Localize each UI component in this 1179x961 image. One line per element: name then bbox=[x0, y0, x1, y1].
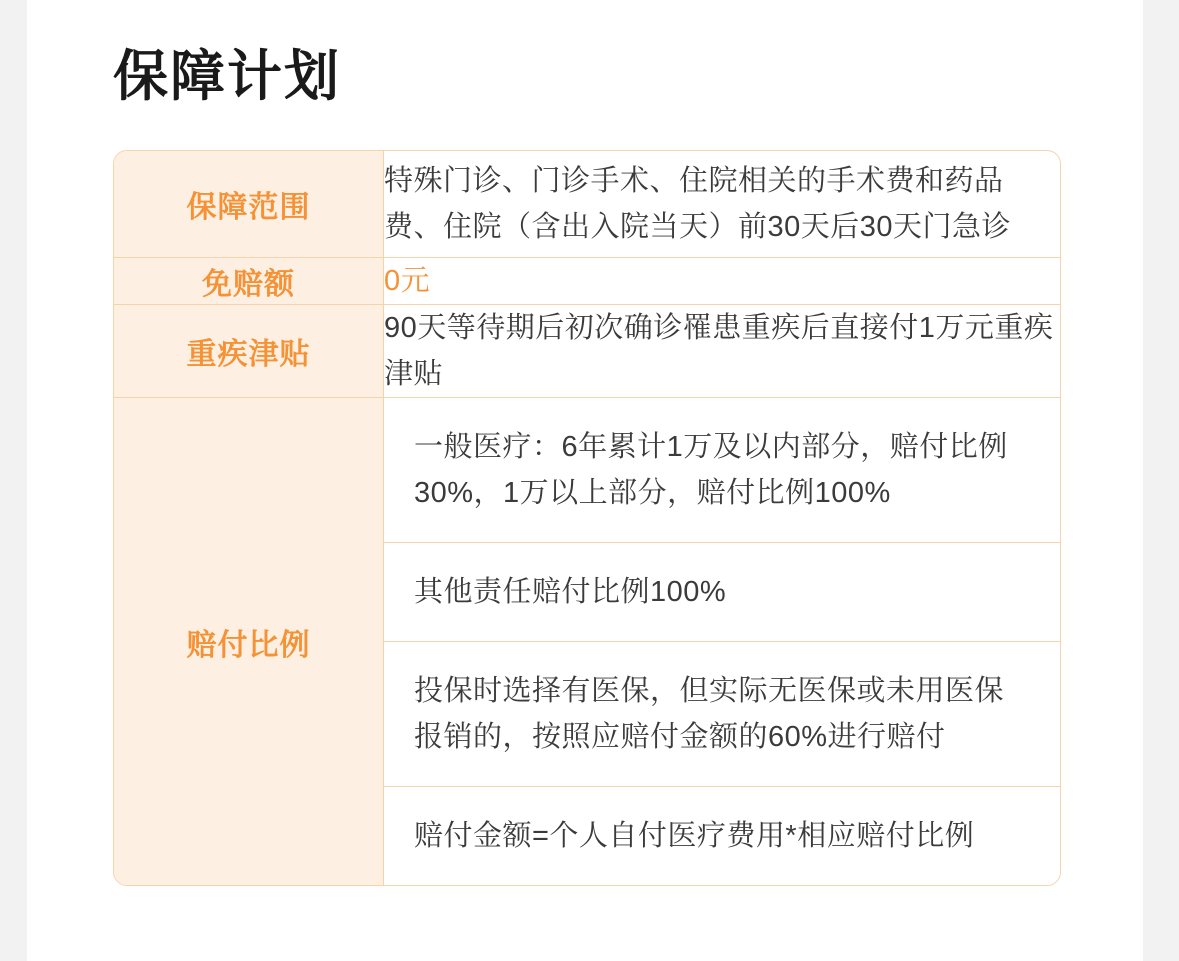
row-label-coverage-scope: 保障范围 bbox=[114, 151, 384, 258]
payout-ratio-item-formula: 赔付金额=个人自付医疗费用*相应赔付比例 bbox=[414, 820, 975, 852]
payout-ratio-subtable bbox=[384, 398, 1060, 885]
table-row bbox=[114, 305, 1060, 398]
row-value-critical-illness-allowance: 90天等待期后初次确诊罹患重疾后直接付1万元重疾津贴 bbox=[384, 305, 1060, 398]
coverage-plan-table bbox=[113, 150, 1061, 886]
row-label-deductible: 免赔额 bbox=[114, 258, 384, 305]
payout-ratio-item-general-medical: 一般医疗：6年累计1万及以内部分，赔付比例30%，1万以上部分，赔付比例100% bbox=[384, 398, 1060, 543]
row-value-deductible: 0元 bbox=[384, 258, 1060, 305]
row-value-payout-ratio bbox=[384, 398, 1060, 885]
row-value-coverage-scope: 特殊门诊、门诊手术、住院相关的手术费和药品费、住院（含出入院当天）前30天后30天门急诊 bbox=[384, 151, 1060, 258]
row-label-critical-illness-allowance: 重疾津贴 bbox=[114, 305, 384, 398]
left-gutter bbox=[0, 0, 27, 961]
table-row bbox=[114, 151, 1060, 258]
list-item bbox=[384, 642, 1060, 787]
right-gutter bbox=[1143, 0, 1179, 961]
page-title: 保障计划 bbox=[113, 45, 342, 107]
payout-ratio-item-other-liability: 其他责任赔付比例100% bbox=[384, 543, 1060, 642]
list-item bbox=[384, 543, 1060, 642]
content-area bbox=[27, 0, 1143, 961]
row-label-payout-ratio: 赔付比例 bbox=[114, 398, 384, 885]
payout-ratio-item-no-social-insurance: 投保时选择有医保，但实际无医保或未用医保报销的，按照应赔付金额的60%进行赔付 bbox=[384, 642, 1060, 787]
table-row bbox=[114, 398, 1060, 885]
list-item bbox=[384, 398, 1060, 543]
list-item bbox=[384, 787, 1060, 885]
table-row bbox=[114, 258, 1060, 305]
